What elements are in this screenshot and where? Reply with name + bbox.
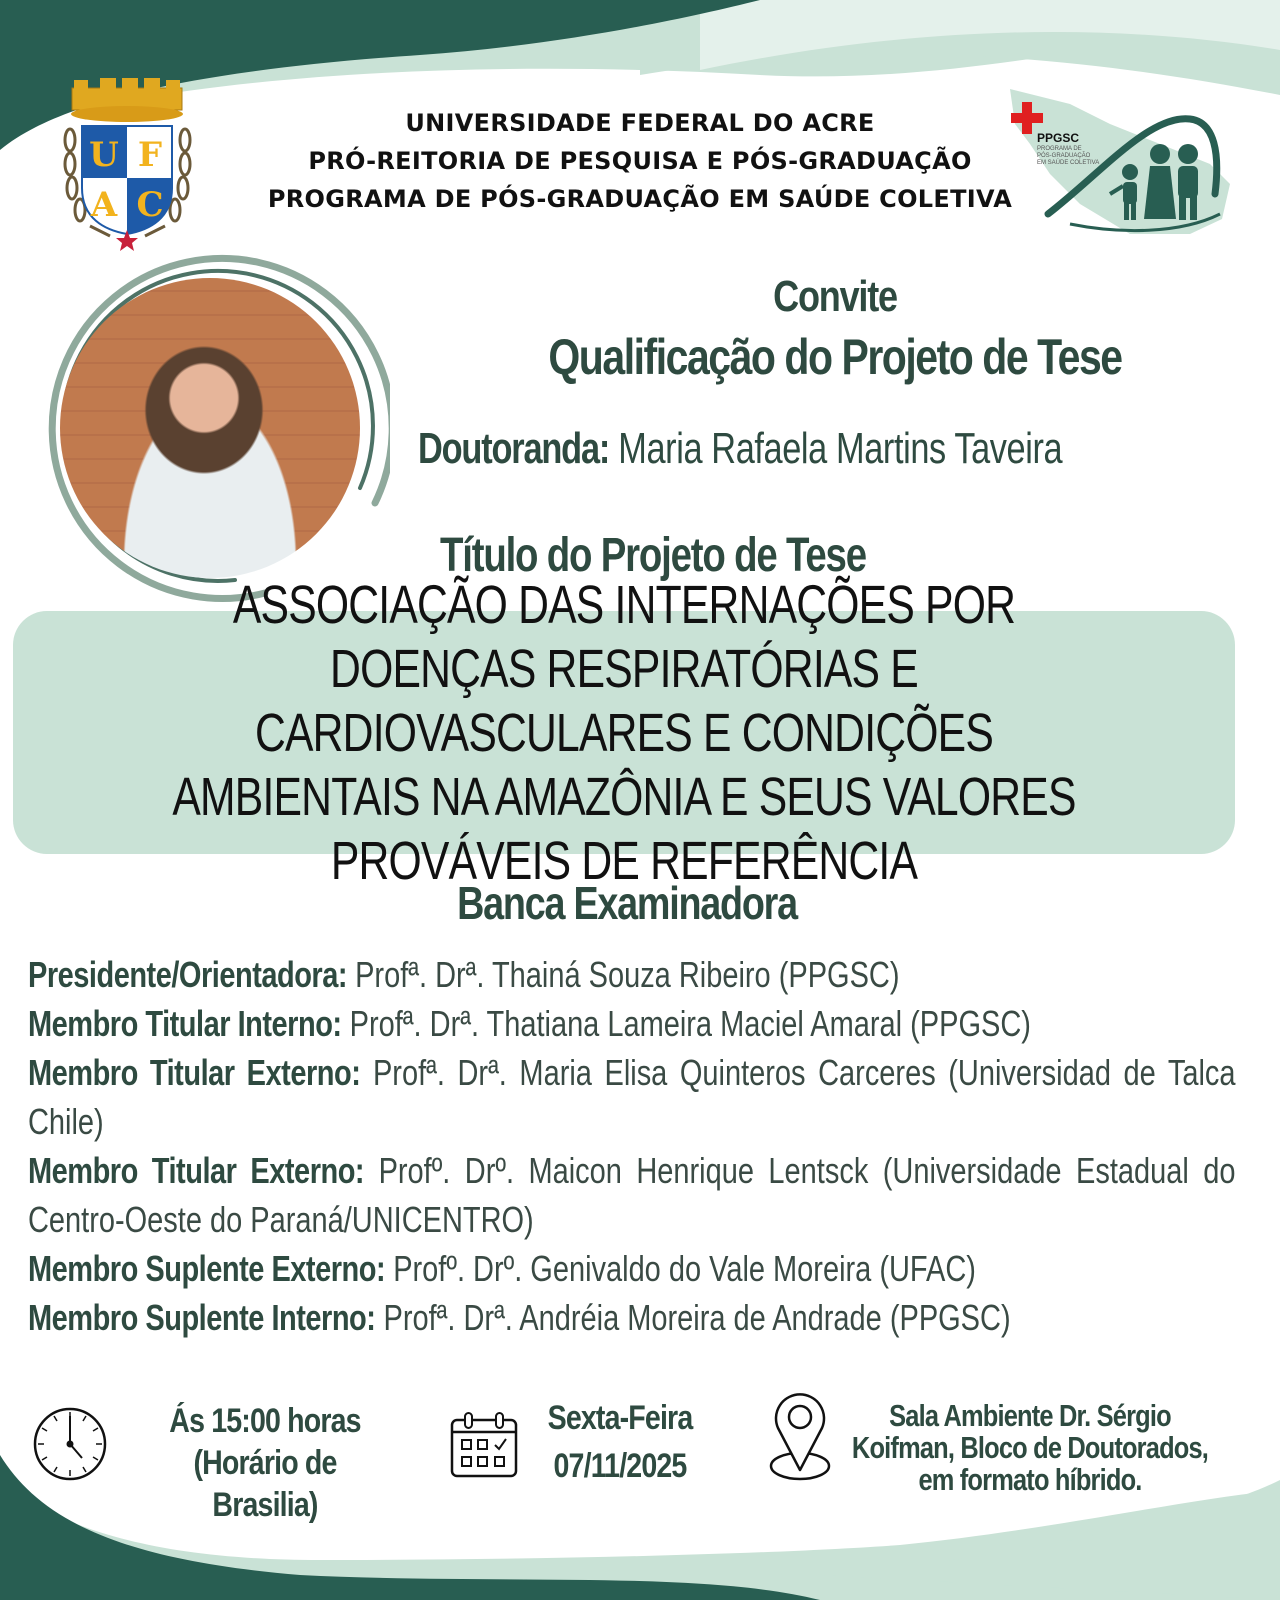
board-member: [28, 999, 1236, 1048]
clock-icon: [32, 1406, 108, 1482]
event-date: [536, 1394, 704, 1490]
member-name: Profº. Drº. Genivaldo do Vale Moreira (UFAC): [393, 1248, 976, 1289]
event-timezone: (Horário de Brasilia): [193, 1444, 337, 1524]
member-role: Membro Titular Interno:: [28, 1003, 342, 1044]
member-name: Profº. Drº. Maicon Henrique Lentsck (Universidade Estadual do Centro-Oeste do Paraná/UNICENTRO): [28, 1150, 1236, 1240]
svg-text:PPGSC: PPGSC: [1037, 131, 1080, 145]
location-line-1: Sala Ambiente Dr. Sérgio: [889, 1398, 1171, 1433]
examining-board-list: [28, 950, 1236, 1342]
member-name: Profª. Drª. Thatiana Lameira Maciel Amaral (PPGSC): [349, 1003, 1031, 1044]
candidate-photo: [60, 278, 360, 578]
event-location: [841, 1400, 1218, 1496]
event-weekday: Sexta-Feira: [547, 1399, 693, 1437]
location-line-3: em formato híbrido.: [918, 1462, 1142, 1497]
member-role: Presidente/Orientadora:: [28, 954, 348, 995]
candidate-label: Doutoranda: [418, 424, 599, 473]
ufac-crest-icon: [60, 78, 195, 253]
ppgsc-logo-icon: [1010, 84, 1250, 244]
svg-text:U: U: [89, 135, 119, 175]
board-member: [28, 1244, 1236, 1293]
event-time: [143, 1400, 387, 1526]
candidate-line: Doutoranda: Maria Rafaela Martins Taveira: [418, 424, 1063, 473]
svg-text:EM SAÚDE COLETIVA: EM SAÚDE COLETIVA: [1037, 160, 1100, 166]
calendar-icon: [449, 1410, 519, 1480]
member-role: Membro Suplente Externo:: [28, 1248, 386, 1289]
member-name: Profª. Drª. Thainá Souza Ribeiro (PPGSC): [355, 954, 900, 995]
institution-header: [220, 104, 1060, 218]
event-time-value: Ás 15:00 horas: [169, 1402, 361, 1440]
svg-text:A: A: [90, 185, 118, 225]
board-member: [28, 950, 1236, 999]
location-line-2: Koifman, Bloco de Doutorados,: [851, 1430, 1209, 1465]
invitation-label: Convite: [773, 272, 897, 321]
event-title: Qualificação do Projeto de Tese: [548, 329, 1122, 385]
member-name: Profª. Drª. Andréia Moreira de Andrade (PPGSC): [383, 1297, 1011, 1338]
member-role: Membro Suplente Interno:: [28, 1297, 376, 1338]
member-role: Membro Titular Externo:: [28, 1052, 361, 1093]
svg-text:PROGRAMA DE: PROGRAMA DE: [1037, 146, 1082, 152]
program-name: PROGRAMA DE PÓS-GRADUAÇÃO EM SAÚDE COLETIVA: [267, 185, 1013, 213]
thesis-title-label: Título do Projeto de Tese: [440, 529, 866, 582]
thesis-title: ASSOCIAÇÃO DAS INTERNAÇÕES POR DOENÇAS RESPIRATÓRIAS E CARDIOVASCULARES E CONDIÇÕES AMBIENTAIS NA AMAZÔNIA E SEUS VALORES PROVÁVEIS DE REFERÊNCIA: [172, 574, 1076, 891]
invitation-title-block: [420, 272, 1240, 386]
candidate-name: Maria Rafaela Martins Taveira: [618, 424, 1063, 473]
svg-text:C: C: [136, 185, 164, 225]
board-member: [28, 1146, 1236, 1244]
event-date-value: 07/11/2025: [553, 1447, 687, 1485]
thesis-title-box: [13, 574, 1235, 891]
member-name: Profª. Drª. Maria Elisa Quinteros Carceres (Universidad de Talca Chile): [28, 1052, 1236, 1142]
candidate-photo-frame: [30, 248, 390, 608]
location-pin-icon: [768, 1392, 832, 1482]
board-member: [28, 1048, 1236, 1146]
pro-rectorate-name: PRÓ-REITORIA DE PESQUISA E PÓS-GRADUAÇÃO: [308, 147, 972, 175]
svg-text:PÓS-GRADUAÇÃO: PÓS-GRADUAÇÃO: [1037, 153, 1091, 159]
svg-text:F: F: [137, 135, 163, 175]
university-name: UNIVERSIDADE FEDERAL DO ACRE: [405, 109, 875, 137]
board-member: [28, 1293, 1236, 1342]
member-role: Membro Titular Externo:: [28, 1150, 365, 1191]
examining-board-title: Banca Examinadora: [457, 877, 797, 929]
